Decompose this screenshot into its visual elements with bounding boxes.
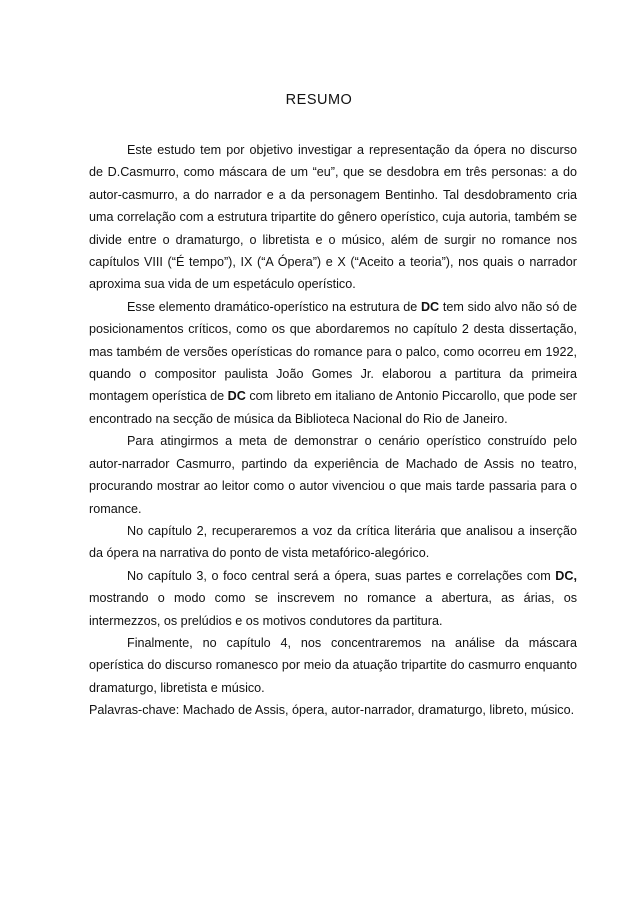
paragraph-goal: Para atingirmos a meta de demonstrar o cenário operístico construído pelo autor-narrador Casmurro, partindo da experiência de Machado de Assis no teatro, procurando mostrar ao leitor como o autor vivenciou o que mais tarde passaria para o romance. [89, 434, 577, 516]
bold-abbreviation: DC, [555, 568, 577, 583]
paragraph-text: com libreto em italiano de Antonio Piccarollo, que pode ser encontrado na secção de música da Biblioteca Nacional do Rio de Janeiro. [89, 389, 577, 426]
paragraph-chapter-2: No capítulo 2, recuperaremos a voz da crítica literária que analisou a inserção da ópera na narrativa do ponto de vista metafórico-alegórico. [89, 523, 577, 561]
bold-abbreviation: DC [420, 299, 440, 314]
paragraph-chapter-3 [89, 565, 577, 632]
paragraph-text: tem sido alvo não só de posicionamentos críticos, como os que abordaremos no capítulo 2 desta dissertação, mas também de versões operísticas do romance para o palco, como ocorreu em 1922, quando o compositor paulista João Gomes Jr. elaborou a partitura da primeira montagem operística de [89, 299, 578, 404]
paragraph-objective: Este estudo tem por objetivo investigar a representação da ópera no discurso de D.Casmurro, como máscara de um “eu”, que se desdobra em três personas: a do autor-casmurro, a do narrador e a da personagem Bentinho. Tal desdobramento cria uma correlação com a estrutura tripartite do gênero operístico, cuja autoria, também se divide entre o dramaturgo, o libretista e o músico, além de surgir no romance nos capítulos VIII (“É tempo”), IX (“A Ópera”) e X (“Aceito a teoria”), nos quais o narrador aproxima sua vida de um espetáculo operístico. [89, 143, 577, 292]
bold-abbreviation: DC [227, 389, 246, 404]
keywords: Palavras-chave: Machado de Assis, ópera, autor-narrador, dramaturgo, libreto, músico. [89, 703, 575, 718]
paragraph-dramatic-element [89, 296, 577, 430]
paragraph-text: No capítulo 3, o foco central será a ópera, suas partes e correlações com [127, 568, 556, 583]
page-title: RESUMO [285, 92, 353, 108]
abstract-body [89, 139, 577, 722]
paragraph-text: mostrando o modo como se inscrevem no romance a abertura, as árias, os intermezzos, os prelúdios e os motivos condutores da partitura. [89, 591, 577, 628]
paragraph-text: Esse elemento dramático-operístico na estrutura de [127, 299, 421, 314]
paragraph-chapter-4: Finalmente, no capítulo 4, nos concentraremos na análise da máscara operística do discurso romanesco por meio da atuação tripartite do casmurro enquanto dramaturgo, libretista e músico. [89, 635, 577, 695]
